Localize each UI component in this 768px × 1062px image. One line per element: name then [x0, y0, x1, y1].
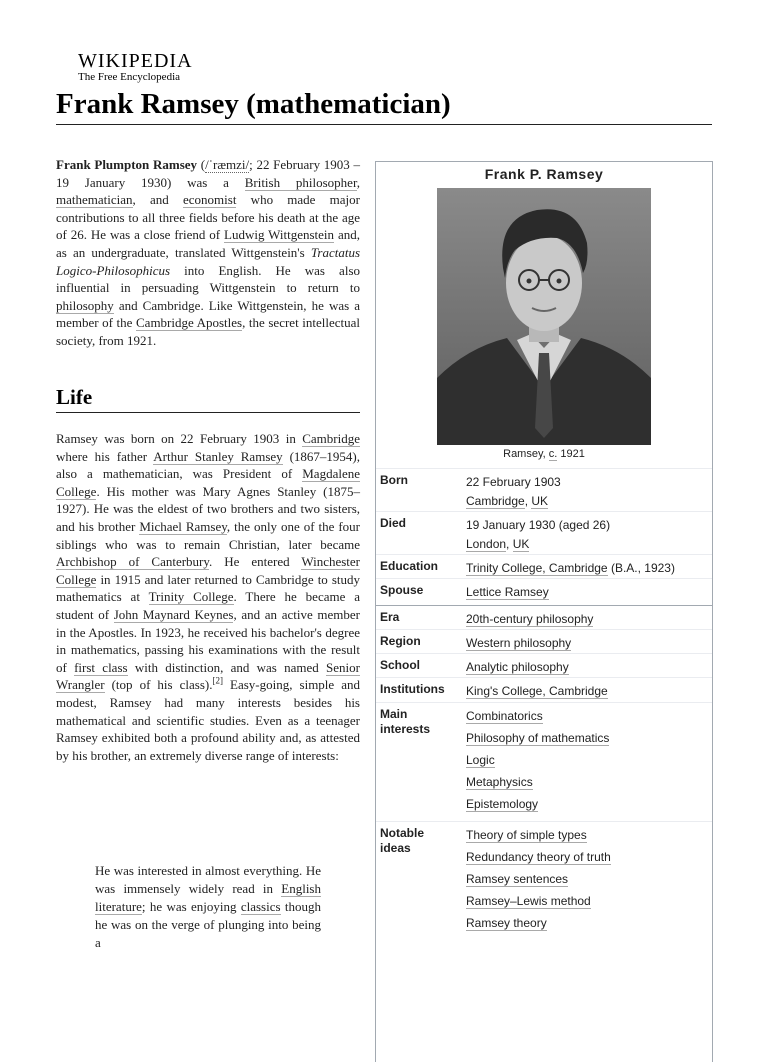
link-born-uk[interactable]: UK — [531, 494, 549, 508]
subject-name: Frank Plumpton Ramsey — [56, 157, 198, 172]
link-winchester-college[interactable]: Winchester College — [56, 554, 360, 587]
intro-paragraph — [56, 156, 360, 350]
era-value — [466, 610, 710, 629]
link-idea-ramsey-theory[interactable]: Ramsey theory — [466, 916, 547, 930]
reference-link[interactable]: [2] — [212, 675, 223, 686]
region-label: Region — [380, 634, 421, 648]
intro-text: who made major contributions to all three fields before his death at the age of 26. He was a close friend of — [56, 192, 360, 243]
link-cambridge[interactable]: Cambridge — [302, 431, 360, 446]
era-label: Era — [380, 610, 400, 624]
institutions-value — [466, 682, 710, 701]
tractatus-title: Tractatus Logico-Philosophicus — [56, 244, 360, 278]
link-british-philosopher[interactable]: British philosopher — [244, 174, 357, 190]
intro-text: and, as an undergraduate, translated Wittgenstein's — [56, 227, 360, 260]
intro-text: , — [356, 174, 360, 190]
link-20th-century-philosophy[interactable]: 20th-century philosophy — [466, 612, 594, 626]
died-value: 19 January 1930 (aged 26) London, UK — [466, 518, 611, 551]
intro-text: , and — [132, 192, 184, 208]
link-interest-logic[interactable]: Logic — [466, 753, 495, 767]
life-text: Easy-going, simple and modest, Ramsey had many interests besides his mathematical and scientific studies. Even as a teenager Ramsey exhibited both a profound ability and, as attested by his brother, an extremely diverse range of interests: — [56, 677, 360, 763]
life-text: (top of his class). — [104, 677, 213, 693]
infobox-row-spouse — [376, 578, 712, 605]
link-idea-redundancy-theory-of-truth[interactable]: Redundancy theory of truth — [466, 850, 611, 864]
institutions-label: Institutions — [380, 682, 445, 696]
school-value — [466, 658, 710, 677]
infobox-row-region — [376, 629, 712, 653]
infobox-row-born — [376, 468, 712, 511]
intro-text: , the secret intellectual society, from 1921. — [56, 315, 360, 348]
died-label: Died — [380, 516, 407, 530]
intro-text: into English. He was also influential in persuading Wittgenstein to return to — [56, 262, 360, 296]
notable-ideas-label: Notable ideas — [380, 826, 425, 855]
intro-text: and Cambridge. Like Wittgenstein, he was a member of the — [56, 297, 360, 331]
link-western-philosophy[interactable]: Western philosophy — [466, 636, 572, 650]
life-text: . He entered — [209, 554, 302, 570]
link-idea-theory-of-simple-types[interactable]: Theory of simple types — [466, 828, 587, 842]
link-idea-ramsey-sentences[interactable]: Ramsey sentences — [466, 872, 569, 886]
link-cambridge-apostles[interactable]: Cambridge Apostles — [136, 315, 243, 331]
quote-text: He was interested in almost everything. He was immensely widely read in — [95, 863, 321, 896]
section-divider — [56, 412, 360, 413]
intro-text: ( — [197, 157, 206, 172]
link-mathematician[interactable]: mathematician — [56, 192, 133, 208]
infobox — [375, 161, 713, 1062]
link-analytic-philosophy[interactable]: Analytic philosophy — [466, 660, 569, 674]
education-value — [466, 559, 710, 578]
link-magdalene-college[interactable]: Magdalene College — [56, 466, 360, 499]
wikipedia-logo[interactable] — [78, 50, 193, 84]
life-text: Ramsey was born on 22 February 1903 in — [56, 431, 303, 446]
school-label: School — [380, 658, 421, 672]
education-note: (B.A., 1923) — [607, 561, 675, 575]
blockquote — [95, 862, 321, 952]
link-interest-combinatorics[interactable]: Combinatorics — [466, 709, 543, 723]
died-date: 19 January 1930 (aged 26) — [466, 518, 611, 532]
wikipedia-tagline: The Free Encyclopedia — [78, 71, 181, 83]
infobox-row-era — [376, 605, 712, 629]
portrait-image — [437, 188, 651, 445]
born-value: 22 February 1903 Cambridge, UK — [466, 475, 561, 508]
link-archbishop-of-canterbury[interactable]: Archbishop of Canterbury — [56, 554, 210, 570]
born-label: Born — [380, 473, 408, 487]
infobox-title: Frank P. Ramsey — [484, 166, 604, 182]
caption-text: 1921 — [557, 448, 585, 460]
page-title: Frank Ramsey (mathematician) — [56, 88, 451, 120]
ipa-link[interactable]: /ˈræmzi/ — [205, 157, 250, 172]
link-arthur-stanley-ramsey[interactable]: Arthur Stanley Ramsey — [153, 448, 283, 464]
photo-caption — [376, 448, 712, 460]
link-wittgenstein[interactable]: Ludwig Wittgenstein — [224, 227, 335, 243]
life-text: where his father — [56, 448, 154, 464]
infobox-row-died — [376, 511, 712, 554]
region-value — [466, 634, 710, 653]
main-interests-list — [466, 707, 710, 817]
life-text: , and an active member in the Apostles. In 1923, he received his bachelor's degree in mathematics, passing his examinations with the result of — [56, 606, 360, 675]
link-senior-wrangler[interactable]: Senior Wrangler — [56, 659, 360, 693]
life-text: (1867–1954), also a mathematician, was President of — [56, 448, 360, 482]
main-interests-label: Main interests — [380, 707, 431, 736]
infobox-row-main-interests — [376, 702, 712, 821]
infobox-row-institutions — [376, 677, 712, 702]
life-text: with distinction, and was named — [127, 659, 327, 675]
life-text: in 1915 and later returned to Cambridge to study mathematics at — [56, 571, 360, 605]
born-date: 22 February 1903 — [466, 475, 561, 489]
life-text: , the only one of the four siblings who was to remain Christian, later became — [56, 518, 360, 552]
education-label: Education — [380, 559, 439, 573]
link-died-uk[interactable]: UK — [512, 537, 530, 551]
circa-link[interactable]: c. — [548, 448, 558, 460]
quote-text: ; he was enjoying — [141, 899, 241, 914]
spouse-label: Spouse — [380, 583, 424, 597]
life-text: . His mother was Mary Agnes Stanley (1875–1927). He was the eldest of two brothers and two sisters, and his brother — [56, 483, 360, 534]
wikipedia-wordmark: WIKIPEDIA — [78, 50, 193, 72]
life-text: . There he became a student of — [56, 589, 360, 622]
link-interest-philosophy-of-mathematics[interactable]: Philosophy of mathematics — [466, 731, 610, 745]
link-interest-metaphysics[interactable]: Metaphysics — [466, 775, 533, 789]
link-idea-ramsey-lewis-method[interactable]: Ramsey–Lewis method — [466, 894, 591, 908]
link-economist[interactable]: economist — [183, 192, 237, 208]
life-paragraph — [56, 430, 360, 764]
section-heading-life: Life — [56, 385, 93, 409]
infobox-row-education — [376, 554, 712, 578]
link-trinity-college-cambridge[interactable]: Trinity College, Cambridge — [466, 561, 608, 575]
notable-ideas-list — [466, 826, 710, 936]
link-trinity-college[interactable]: Trinity College — [148, 589, 234, 605]
link-first-class[interactable]: first class — [74, 659, 128, 675]
link-john-maynard-keynes[interactable]: John Maynard Keynes — [113, 606, 234, 622]
link-philosophy[interactable]: philosophy — [56, 297, 114, 313]
portrait-photo[interactable] — [437, 188, 651, 445]
link-english-literature[interactable]: English literature — [95, 881, 321, 914]
link-lettice-ramsey[interactable]: Lettice Ramsey — [466, 585, 549, 599]
quote-text: though he was on the verge of plunging into being a — [95, 899, 321, 950]
link-died-london[interactable]: London — [466, 537, 507, 551]
spouse-value — [466, 583, 710, 602]
infobox-row-notable-ideas — [376, 821, 712, 942]
infobox-row-school — [376, 653, 712, 677]
link-classics[interactable]: classics — [240, 899, 281, 914]
link-born-cambridge[interactable]: Cambridge — [466, 494, 525, 508]
link-michael-ramsey[interactable]: Michael Ramsey — [139, 518, 227, 534]
link-kings-college-cambridge[interactable]: King's College, Cambridge — [466, 684, 608, 698]
title-divider — [56, 124, 712, 125]
link-interest-epistemology[interactable]: Epistemology — [466, 797, 539, 811]
caption-text: Ramsey, — [503, 448, 549, 460]
intro-text: ; 22 February 1903 – 19 January 1930) was a — [56, 157, 360, 190]
